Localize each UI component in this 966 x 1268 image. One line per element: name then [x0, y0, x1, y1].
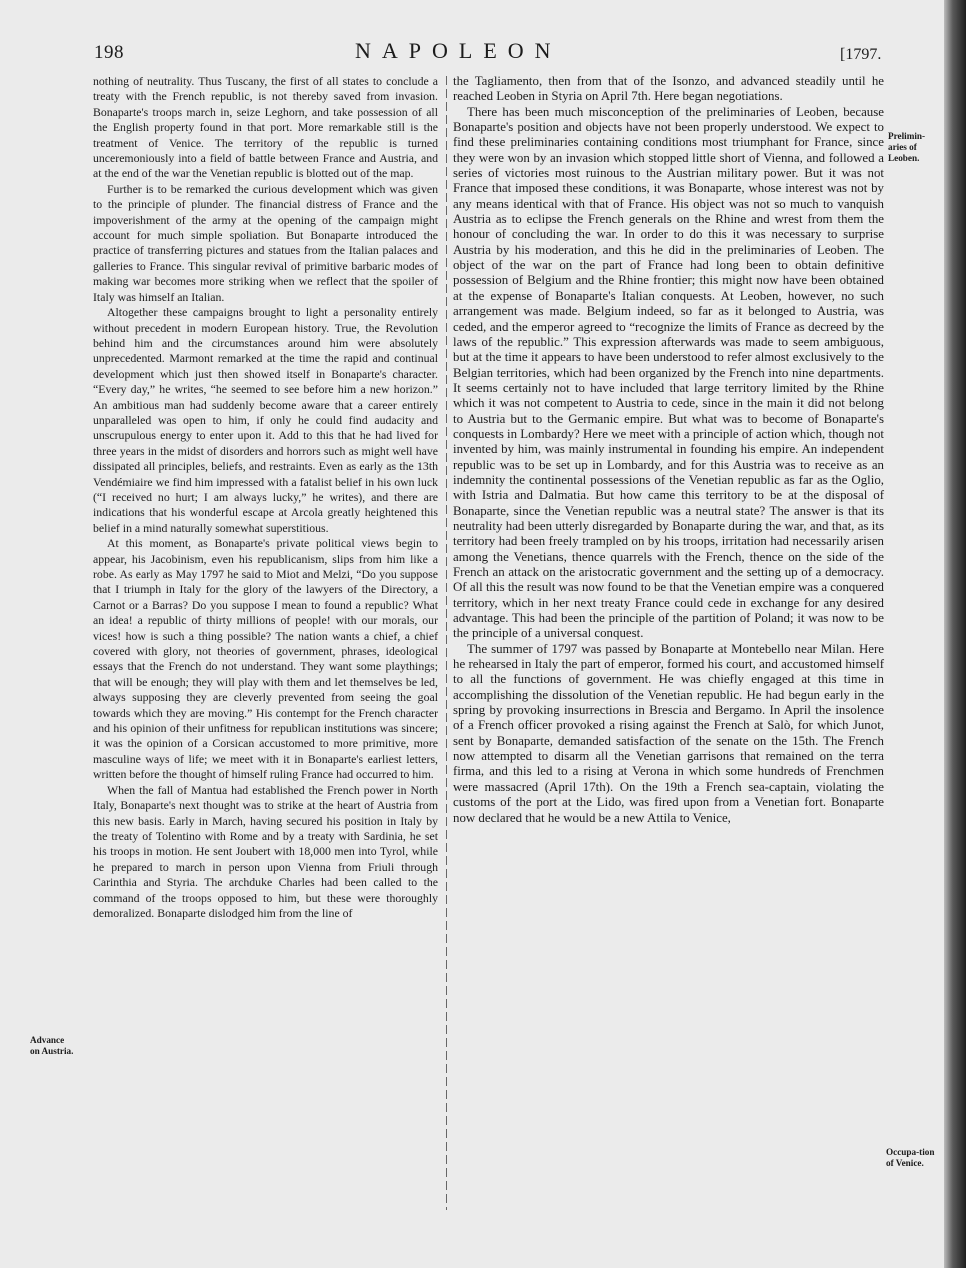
margin-note-advance: Advance on Austria.	[30, 1035, 74, 1056]
paragraph: nothing of neutrality. Thus Tuscany, the first of all states to conclude a treaty with the French republic, is not thereby saved from invasion. Bonaparte's troops march in, seize Leghorn, and take possession of all the English property found in that port. More remarkable still is the treatment of Venice. The territory of the republic is turned unceremoniously into a field of battle between France and Austria, and at the end of the war the Venetian republic is blotted out of the map.	[93, 74, 438, 181]
paragraph: Further is to be remarked the curious development which was given to the principle of plunder. The financial distress of France and the impoverishment of the army at the opening of the campaign might account for much simple spoliation. But Bonaparte introduced the practice of transferring pictures and statues from the Italian palaces and galleries to France. This singular revival of primitive barbaric modes of making war becomes more striking when we reflect that the spoiler of Italy was himself an Italian.	[93, 181, 438, 304]
margin-note-venice: Occupa-tion of Venice.	[886, 1147, 935, 1168]
paragraph: The summer of 1797 was passed by Bonaparte at Montebello near Milan. Here he rehearsed in Italy the part of emperor, formed his court, and accustomed himself to all the functions of government. He was chiefly engaged at this time in accomplishing the dissolution of the Venetian republic. He had begun early in the spring by provoking insurrections in Brescia and Bergamo. In April the insolence of a French officer provoked a rising against the French at Salò, for which Junot, sent by Bonaparte, demanded satisfaction of the senate on the 15th. The French now attempted to disarm all the Venetian garrisons that remained on the terra firma, and this led to a rising at Verona in which some hundreds of Frenchmen were massacred (April 17th). On the 19th a French sea-captain, violating the customs of the port at the Lido, was fired upon from a Venetian fort. Bonaparte now declared that he would be a new Attila to Venice,	[453, 641, 884, 825]
paragraph: At this moment, as Bonaparte's private political views begin to appear, his Jacobinism, even his republicanism, slips from him like a robe. As early as May 1797 he said to Miot and Melzi, “Do you suppose that I triumph in Italy for the glory of the lawyers of the Directory, a Carnot or a Barras? Do you suppose I mean to found a republic? What an idea! a republic of thirty millions of people! with our morals, our vices! how is such a thing possible? The nation wants a chief, a chief covered with glory, not theories of government, phrases, ideological essays that the French do not understand. They want some playthings; that will be enough; they will play with them and let themselves be led, always supposing they are cleverly prevented from seeing the goal towards which they are moving.” His contempt for the French character and his opinion of their unfitness for republican institutions was sincere; it was the opinion of a Corsican accustomed to more primitive, more masculine ways of life; we meet with it in Bonaparte's earliest letters, written before the thought of himself ruling France had occurred to him.	[93, 536, 438, 782]
paragraph: Altogether these campaigns brought to light a personality entirely without precedent in modern European history. True, the Revolution behind him and the circumstances around him were absolutely unprecedented. Marmont remarked at the time the rapid and continual development which just then showed itself in Bonaparte's character. “Every day,” he writes, “he seemed to see before him a new horizon.” An ambitious man had suddenly become aware that a career entirely unparalleled was open to him, if only he could find audacity and unscrupulous energy to enter upon it. Add to this that he had lived for three years in the midst of disorders and horrors such as might well have dissipated all principles, beliefs, and restraints. Even as early as the 13th Vendémiaire we find him impressed with a fatalist belief in his own luck (“I received no hurt; I am always lucky,” he writes), and there are indications that his wonderful escape at Arcola greatly heightened this belief in a mind naturally somewhat superstitious.	[93, 305, 438, 535]
running-year: [1797.	[840, 46, 882, 63]
running-title: NAPOLEON	[355, 38, 562, 63]
paragraph: There has been much misconception of the preliminaries of Leoben, because Bonaparte's position and objects have not been properly understood. We expect to find these preliminaries containing conditions most triumphant for France, since they were won by an invasion which stopped little short of Vienna, and followed a series of victories most ruinous to the Austrian military power. But it was not France that imposed these conditions, it was Bonaparte, whose interest was not by any means identical with that of France. His object was not so much to vanquish Austria as to eclipse the French generals on the Rhine and wrest from them the honour of concluding the war. In order to do this it was necessary to surprise Austria by his moderation, and this he did in the preliminaries of Leoben. The object of the war on the part of France had long been to obtain definitive possession of Belgium and the Rhine frontier; this might now have been obtained at the expense of Bonaparte's Italian conquests. At Leoben, however, no such arrangement was made. Belgium indeed, so far as it belonged to Austria, was ceded, and the emperor agreed to “recognize the limits of France as decreed by the laws of the republic.” This expression afterwards was made to seem ambiguous, but at the time it appears to have been understood to refer almost exclusively to the Belgian territories, which had been organized by the French into nine departments. It seems certainly not to have included that large territory limited by the Rhine which it was not competent to Austria to cede, since in the main it did not belong to Austria but to the Germanic empire. But what was to become of Bonaparte's conquests in Lombardy? Here we meet with a principle of action which, though not invented by him, was mainly instrumental in founding his empire. An independent republic was to be set up in Lombardy, and for this Austria was to receive as an indemnity the continental possessions of the Venetian republic as far as the Oglio, with Istria and Dalmatia. But how came this territory to be at the disposal of Bonaparte, since the Venetian republic was a neutral state? The answer is that its neutrality had been utterly disregarded by Bonaparte during the war, and that, as its territory had been freely trampled on by his troops, irritation had necessarily arisen among the Venetians, thence quarrels with the French, thence on the side of the French an attack on the aristocratic government and the setting up of a democracy. Of all this the result was now found to be that the Venetian empire was a conquered territory, which in her next treaty France could cede in exchange for any desired advantage. This had been the principle of the partition of Poland; it was now to be the principle of a universal conquest.	[453, 104, 884, 641]
right-column	[453, 74, 884, 826]
margin-note-leoben: Prelimin-aries of Leoben.	[888, 131, 926, 163]
page-number: 198	[94, 42, 124, 63]
paragraph: When the fall of Mantua had established the French power in North Italy, Bonaparte's next thought was to strike at the heart of Austria from this new basis. Early in March, having secured his position in Italy by the treaty of Tolentino with Rome and by a treaty with Sardinia, he set his troops in motion. He sent Joubert with 18,000 men into Tyrol, while he prepared to march in person upon Vienna from Friuli through Carinthia and Styria. The archduke Charles had been called to the command of the troops opposed to him, but these were thoroughly demoralized. Bonaparte dislodged him from the line of	[93, 782, 438, 920]
column-divider	[446, 76, 447, 1210]
left-column	[93, 74, 438, 921]
paragraph: the Tagliamento, then from that of the Isonzo, and advanced steadily until he reached Leoben in Styria on April 7th. Here began negotiations.	[453, 74, 884, 104]
scan-edge	[944, 0, 966, 1268]
